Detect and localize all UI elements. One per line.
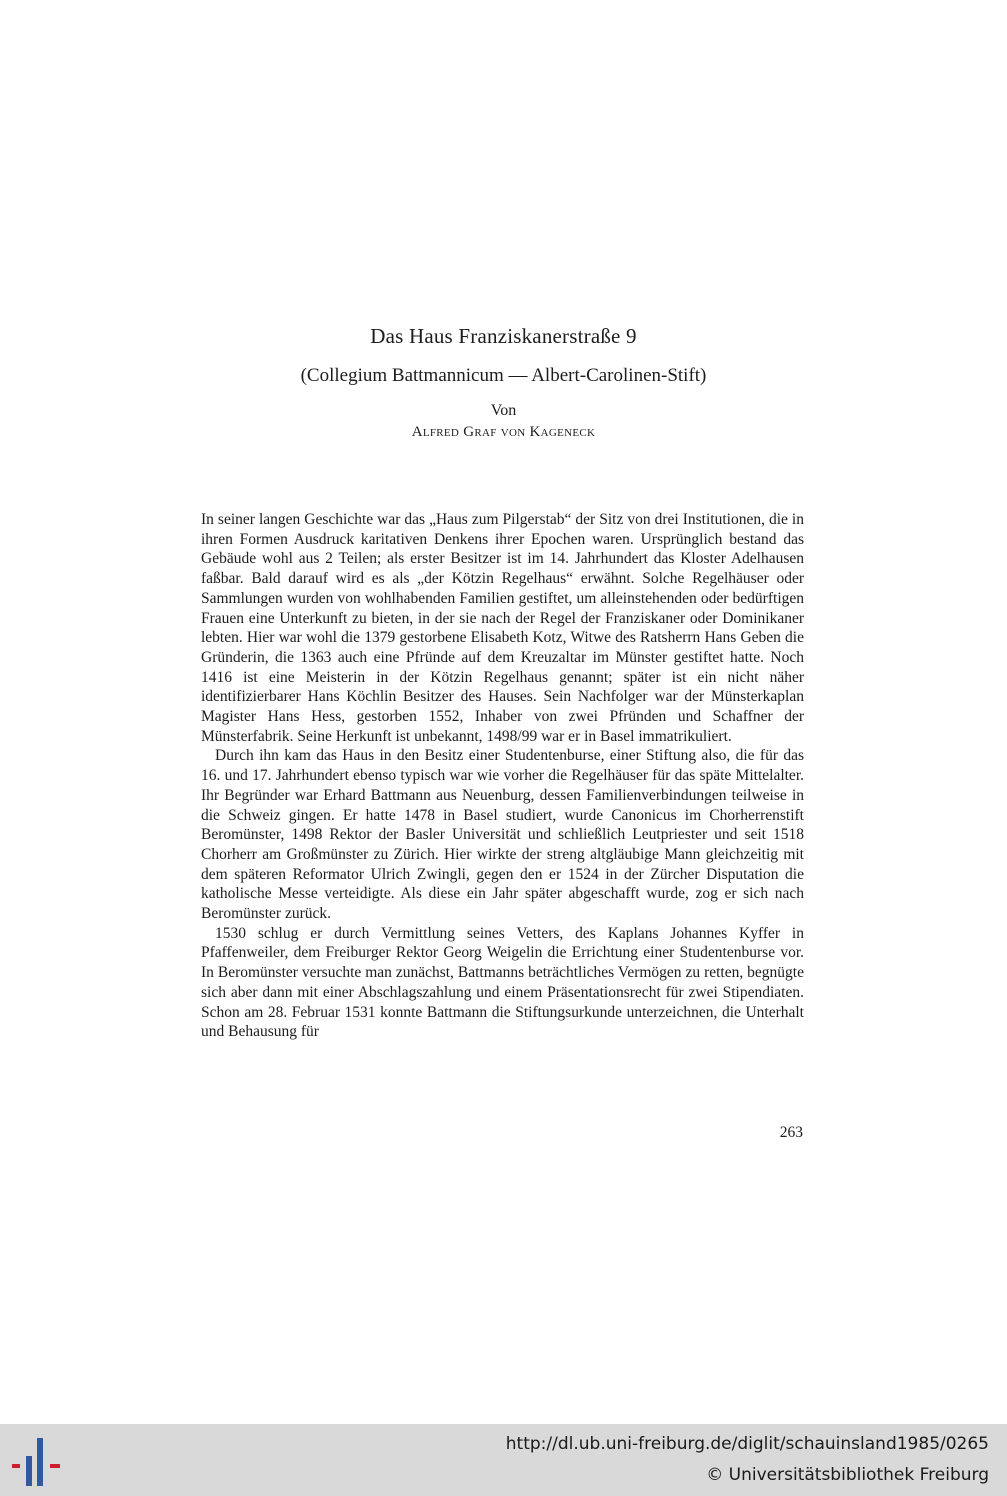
paragraph: In seiner langen Geschichte war das „Haus zum Pilgerstab“ der Sitz von drei Institutionen, die in ihren Formen Ausdruck karitativen Denkens ihrer Epochen waren. Ursprünglich bestand das Gebäude wohl aus 2 Teilen; als erster Besitzer ist im 14. Jahrhundert das Kloster Adelhausen faßbar. Bald darauf wird es als „der Kötzin Regelhaus“ erwähnt. Solche Regelhäuser oder Sammlungen wurden von wohlhabenden Familien gestiftet, um alleinstehenden oder bedürftigen Frauen eine Unterkunft zu bieten, in der sie nach der Regel der Franziskaner oder Dominikaner lebten. Hier war wohl die 1379 gestorbene Elisabeth Kotz, Witwe des Ratsherrn Hans Geben die Gründerin, die 1363 auch eine Pfründe auf dem Kreuzaltar im Münster gestiftet hatte. Noch 1416 ist eine Meisterin in der Kötzin Regelhaus genannt; später ist ein nicht näher identifizierbarer Hans Köchlin Besitzer des Hauses. Sein Nachfolger war der Münsterkaplan Magister Hans Hess, gestorben 1552, Inhaber von zwei Pfründen und Schaffner der Münsterfabrik. Seine Herkunft ist unbekannt, 1498/99 war er in Basel immatrikuliert. [201,511,804,745]
byline-prefix: Von [490,402,517,419]
copyright-notice: © Universitätsbibliothek Freiburg [706,1465,989,1485]
author-name: Alfred Graf von Kageneck [411,424,596,440]
ub-freiburg-logo-icon [10,1434,66,1486]
paragraph: 1530 schlug er durch Vermittlung seines Vetters, des Kaplans Johannes Kyffer in Pfaffenweiler, dem Freiburger Rektor Georg Weigelin die Errichtung einer Studentenburse vor. In Beromünster versuchte man zunächst, Battmanns beträchtliches Vermögen zu retten, begnügte sich aber dann mit einer Abschlagszahlung und einem Präsentationsrecht für zwei Stipendiaten. Schon am 28. Februar 1531 konnte Battmann die Stiftungsurkunde unterzeichnen, die Unterhalt und Behausung für [201,924,804,1041]
page-number: 263 [779,1124,803,1141]
paragraph: Durch ihn kam das Haus in den Besitz einer Studentenburse, einer Stiftung also, die für das 16. und 17. Jahrhundert ebenso typisch war wie vorher die Regelhäuser für das späte Mittelalter. Ihr Begründer war Erhard Battmann aus Neuenburg, dessen Familienverbindungen teilweise in die Schweiz gingen. Er hatte 1478 in Basel studiert, wurde Canonicus im Chorherrenstift Beromünster, 1498 Rektor der Basler Universität und schließlich Leutpriester und seit 1518 Chorherr am Großmünster zu Zürich. Hier wirkte der streng altgläubige Mann gleichzeitig mit dem späteren Reformator Ulrich Zwingli, gegen den er 1524 in der Zürcher Disputation die katholische Messe verteidigte. Als diese ein Jahr später abgeschafft wurde, zog er sich nach Beromünster zurück. [201,747,804,923]
page-title: Das Haus Franziskanerstraße 9 [370,324,637,348]
footer-bar [0,1424,1007,1496]
article-body [201,510,804,1042]
source-url-link[interactable]: http://dl.ub.uni-freiburg.de/diglit/schauinsland1985/0265 [505,1434,989,1454]
page-subtitle: (Collegium Battmannicum — Albert-Carolinen-Stift) [300,365,707,386]
